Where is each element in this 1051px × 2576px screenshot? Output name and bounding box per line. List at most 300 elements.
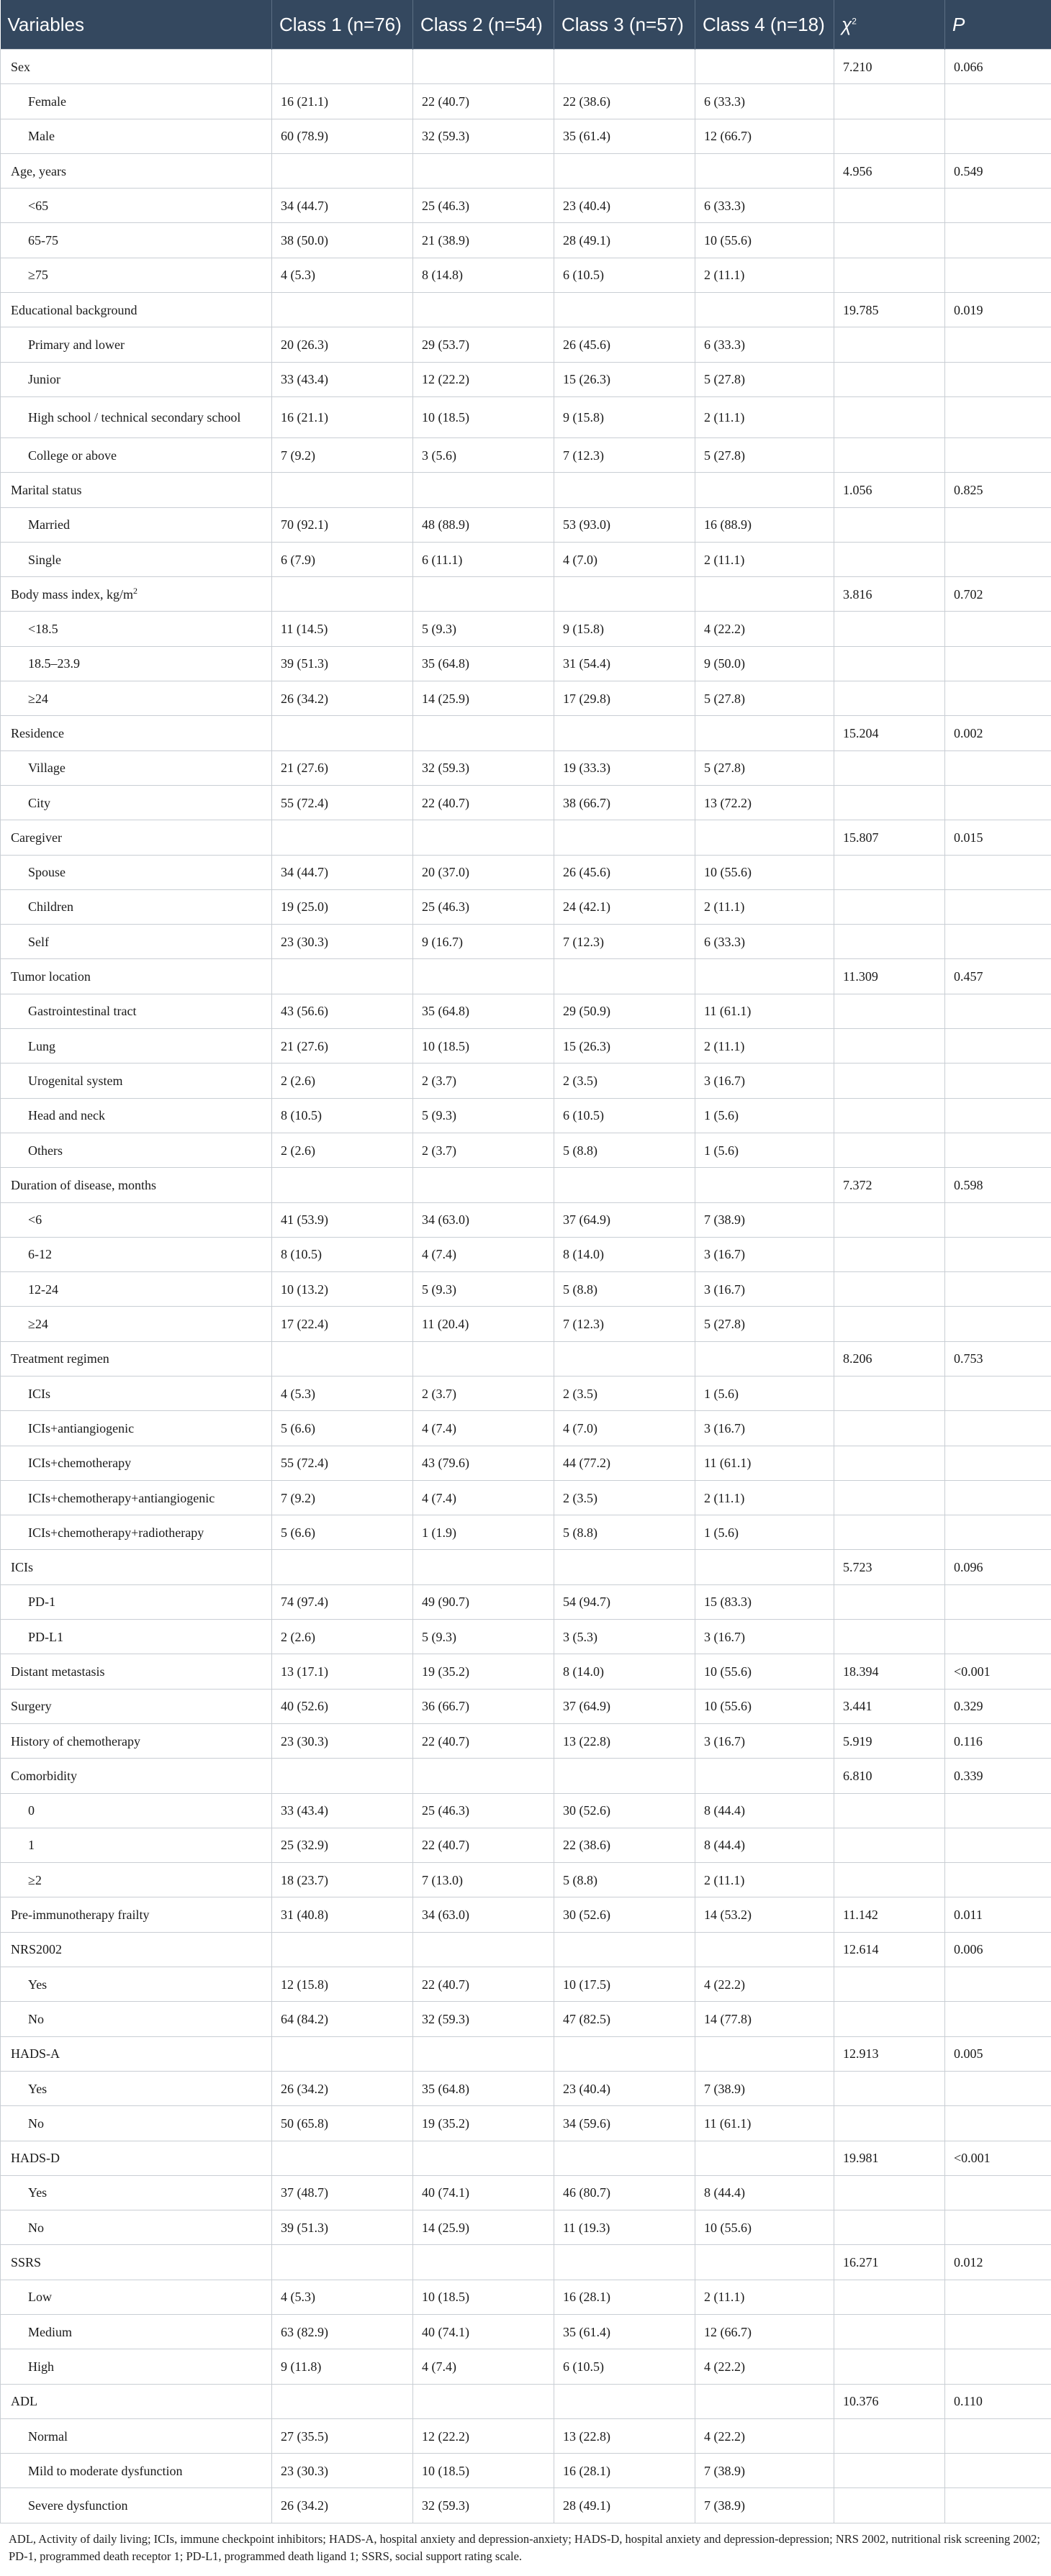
p-value-cell: 0.598: [945, 1168, 1051, 1202]
chi-square-cell: [834, 2071, 945, 2105]
p-value-cell: [945, 1098, 1051, 1133]
variable-label: Comorbidity: [11, 1768, 78, 1783]
chi-square-cell: [834, 889, 945, 924]
table-row: [1, 84, 1051, 119]
header-chi-square: [834, 0, 945, 50]
variable-cell: [1, 1272, 272, 1307]
variable-cell: [1, 612, 272, 646]
table-row: [1, 1133, 1051, 1167]
table-row-group: [1, 2036, 1051, 2071]
class-4-cell: [695, 716, 834, 750]
chi-square-cell: [834, 785, 945, 820]
variable-cell: [1, 1620, 272, 1654]
chi-square-cell: [834, 84, 945, 119]
p-value-cell: [945, 189, 1051, 223]
variable-cell: [1, 258, 272, 292]
p-value-cell: [945, 2175, 1051, 2210]
variable-label: 1: [28, 1838, 35, 1853]
variable-cell: [1, 362, 272, 396]
class-2-cell: 9 (16.7): [413, 925, 554, 959]
class-1-cell: 26 (34.2): [272, 2488, 413, 2523]
class-3-cell: 23 (40.4): [554, 2071, 695, 2105]
class-1-cell: 64 (84.2): [272, 2002, 413, 2036]
class-4-cell: 8 (44.4): [695, 2175, 834, 2210]
variable-label: High: [28, 2359, 54, 2374]
class-3-cell: 38 (66.7): [554, 785, 695, 820]
chi-square-cell: 12.614: [834, 1932, 945, 1967]
class-3-cell: 26 (45.6): [554, 327, 695, 362]
table-row: [1, 1828, 1051, 1862]
chi-square-cell: 16.271: [834, 2245, 945, 2280]
class-1-cell: 50 (65.8): [272, 2106, 413, 2141]
p-value-cell: [945, 1863, 1051, 1897]
class-4-cell: [695, 1341, 834, 1376]
variable-cell: [1, 925, 272, 959]
variable-label: SSRS: [11, 2255, 42, 2270]
class-3-cell: 28 (49.1): [554, 2488, 695, 2523]
chi-square-cell: [834, 1133, 945, 1167]
variable-cell: [1, 119, 272, 153]
p-value-cell: [945, 1584, 1051, 1619]
header-row: [1, 0, 1051, 50]
p-value-cell: [945, 1029, 1051, 1063]
variable-cell: [1, 820, 272, 855]
table-row: [1, 1202, 1051, 1237]
chi-square-cell: [834, 189, 945, 223]
chi-square-cell: [834, 507, 945, 542]
table-row-group: [1, 153, 1051, 188]
variable-cell: [1, 785, 272, 820]
table-row-group: [1, 577, 1051, 612]
table-row-group: [1, 473, 1051, 507]
variable-label: Residence: [11, 725, 64, 740]
class-1-cell: [272, 2141, 413, 2175]
chi-square-cell: 5.919: [834, 1723, 945, 1758]
chi-square-cell: [834, 1446, 945, 1480]
class-3-cell: 15 (26.3): [554, 1029, 695, 1063]
variable-cell: [1, 1759, 272, 1793]
class-4-cell: 1 (5.6): [695, 1098, 834, 1133]
class-4-cell: 3 (16.7): [695, 1237, 834, 1271]
table-row: [1, 994, 1051, 1028]
class-2-cell: 19 (35.2): [413, 2106, 554, 2141]
class-1-cell: 70 (92.1): [272, 507, 413, 542]
chi-square-cell: [834, 750, 945, 785]
p-value-cell: [945, 2002, 1051, 2036]
class-2-cell: 19 (35.2): [413, 1654, 554, 1689]
p-value-cell: 0.019: [945, 293, 1051, 327]
class-2-cell: 14 (25.9): [413, 681, 554, 716]
class-2-cell: 32 (59.3): [413, 750, 554, 785]
chi-square-cell: [834, 855, 945, 889]
variable-label: Duration of disease, months: [11, 1177, 156, 1192]
table-row-group: [1, 959, 1051, 994]
variable-cell: [1, 1863, 272, 1897]
variable-label: Caregiver: [11, 830, 62, 845]
table-row: [1, 2349, 1051, 2384]
chi-square-cell: [834, 1272, 945, 1307]
p-value-cell: [945, 1828, 1051, 1862]
header-class-4: Class 4 (n=18): [695, 0, 834, 50]
class-3-cell: 35 (61.4): [554, 2315, 695, 2349]
variable-cell: [1, 1341, 272, 1376]
table-row: [1, 258, 1051, 292]
class-1-cell: 25 (32.9): [272, 1828, 413, 1862]
class-1-cell: 7 (9.2): [272, 437, 413, 472]
table-row: [1, 1446, 1051, 1480]
class-3-cell: 5 (8.8): [554, 1515, 695, 1550]
table-row: [1, 189, 1051, 223]
class-4-cell: 12 (66.7): [695, 119, 834, 153]
variable-cell: [1, 293, 272, 327]
class-4-cell: 5 (27.8): [695, 681, 834, 716]
class-1-cell: [272, 473, 413, 507]
chi-square-cell: 1.056: [834, 473, 945, 507]
variable-label: City: [28, 795, 51, 810]
class-4-cell: 11 (61.1): [695, 1446, 834, 1480]
table-row-group: [1, 293, 1051, 327]
chi-square-cell: [834, 1863, 945, 1897]
p-value-cell: [945, 1063, 1051, 1098]
class-3-cell: 28 (49.1): [554, 223, 695, 258]
class-1-cell: 12 (15.8): [272, 1967, 413, 2002]
class-2-cell: [413, 1168, 554, 1202]
class-3-cell: 16 (28.1): [554, 2454, 695, 2488]
table-row-group: [1, 1168, 1051, 1202]
class-4-cell: [695, 959, 834, 994]
class-1-cell: 34 (44.7): [272, 855, 413, 889]
chi-square-cell: 19.981: [834, 2141, 945, 2175]
variable-label: Treatment regimen: [11, 1351, 109, 1366]
variable-cell: [1, 542, 272, 576]
chi-square-cell: [834, 2349, 945, 2384]
variable-cell: [1, 437, 272, 472]
class-2-cell: [413, 1759, 554, 1793]
p-value-cell: 0.339: [945, 1759, 1051, 1793]
variable-label: Age, years: [11, 163, 66, 178]
class-2-cell: [413, 577, 554, 612]
class-4-cell: 2 (11.1): [695, 1029, 834, 1063]
class-3-cell: 47 (82.5): [554, 2002, 695, 2036]
class-2-cell: 35 (64.8): [413, 646, 554, 681]
chi-square-cell: [834, 1376, 945, 1410]
class-2-cell: 4 (7.4): [413, 1237, 554, 1271]
p-value-cell: [945, 2418, 1051, 2453]
p-value-cell: [945, 646, 1051, 681]
class-1-cell: 33 (43.4): [272, 1793, 413, 1828]
class-2-cell: 12 (22.2): [413, 362, 554, 396]
class-4-cell: [695, 577, 834, 612]
class-4-cell: 14 (53.2): [695, 1897, 834, 1932]
variable-cell: [1, 507, 272, 542]
variable-label: Self: [28, 934, 49, 949]
table-row-group: [1, 1341, 1051, 1376]
p-value-cell: [945, 2280, 1051, 2314]
p-value-cell: 0.702: [945, 577, 1051, 612]
chi-square-cell: [834, 1515, 945, 1550]
class-2-cell: [413, 716, 554, 750]
p-value-cell: [945, 1202, 1051, 1237]
variable-label: Body mass index, kg/m: [11, 586, 133, 602]
variable-label: Marital status: [11, 482, 82, 497]
class-1-cell: [272, 959, 413, 994]
class-1-cell: 23 (30.3): [272, 2454, 413, 2488]
p-value-cell: [945, 1967, 1051, 2002]
class-4-cell: 3 (16.7): [695, 1411, 834, 1446]
class-1-cell: 4 (5.3): [272, 258, 413, 292]
table-row-group: [1, 820, 1051, 855]
table-row: [1, 2106, 1051, 2141]
class-3-cell: 13 (22.8): [554, 1723, 695, 1758]
class-3-cell: [554, 2141, 695, 2175]
variable-label: Junior: [28, 372, 60, 387]
class-1-cell: 31 (40.8): [272, 1897, 413, 1932]
class-3-cell: 44 (77.2): [554, 1446, 695, 1480]
p-value-cell: [945, 1272, 1051, 1307]
p-value-cell: 0.005: [945, 2036, 1051, 2071]
class-1-cell: 5 (6.6): [272, 1411, 413, 1446]
variable-cell: [1, 473, 272, 507]
table-row: [1, 889, 1051, 924]
class-4-cell: 15 (83.3): [695, 1584, 834, 1619]
class-2-cell: 12 (22.2): [413, 2418, 554, 2453]
p-value-cell: [945, 258, 1051, 292]
table-row: [1, 2175, 1051, 2210]
chi-square-cell: [834, 258, 945, 292]
p-value-cell: [945, 1376, 1051, 1410]
chi-square-cell: [834, 1584, 945, 1619]
class-2-cell: 20 (37.0): [413, 855, 554, 889]
variable-cell: [1, 189, 272, 223]
table-row: [1, 223, 1051, 258]
variable-cell: [1, 1932, 272, 1967]
class-4-cell: 9 (50.0): [695, 646, 834, 681]
p-value-cell: [945, 1793, 1051, 1828]
variable-cell: [1, 1411, 272, 1446]
class-3-cell: [554, 2036, 695, 2071]
variable-label: <6: [28, 1212, 42, 1228]
variable-cell: [1, 889, 272, 924]
class-1-cell: 4 (5.3): [272, 2280, 413, 2314]
class-3-cell: 9 (15.8): [554, 612, 695, 646]
variable-label: PD-1: [28, 1595, 56, 1610]
class-2-cell: 25 (46.3): [413, 889, 554, 924]
chi-square-cell: 15.807: [834, 820, 945, 855]
class-1-cell: 23 (30.3): [272, 1723, 413, 1758]
class-4-cell: [695, 2384, 834, 2418]
variable-cell: [1, 994, 272, 1028]
class-3-cell: 54 (94.7): [554, 1584, 695, 1619]
class-2-cell: [413, 1550, 554, 1584]
table-row: [1, 2002, 1051, 2036]
class-2-cell: 36 (66.7): [413, 1689, 554, 1723]
p-value-cell: 0.110: [945, 2384, 1051, 2418]
class-1-cell: [272, 50, 413, 84]
p-value-cell: 0.012: [945, 2245, 1051, 2280]
class-1-cell: 40 (52.6): [272, 1689, 413, 1723]
p-value-cell: [945, 1446, 1051, 1480]
class-1-cell: 18 (23.7): [272, 1863, 413, 1897]
class-1-cell: 2 (2.6): [272, 1063, 413, 1098]
class-1-cell: 9 (11.8): [272, 2349, 413, 2384]
table-row: [1, 925, 1051, 959]
class-2-cell: [413, 959, 554, 994]
class-1-cell: 60 (78.9): [272, 119, 413, 153]
table-row: [1, 1098, 1051, 1133]
class-2-cell: 22 (40.7): [413, 1828, 554, 1862]
class-3-cell: 7 (12.3): [554, 1307, 695, 1341]
p-value-cell: [945, 2106, 1051, 2141]
table-row-group: [1, 2141, 1051, 2175]
chi-square-cell: 11.309: [834, 959, 945, 994]
variable-cell: [1, 750, 272, 785]
class-1-cell: 7 (9.2): [272, 1480, 413, 1515]
class-4-cell: 8 (44.4): [695, 1828, 834, 1862]
table-row: [1, 396, 1051, 437]
class-1-cell: 8 (10.5): [272, 1237, 413, 1271]
chi-symbol: χ: [842, 13, 852, 35]
class-1-cell: 41 (53.9): [272, 1202, 413, 1237]
chi-square-cell: [834, 2280, 945, 2314]
table-row: [1, 2280, 1051, 2314]
table-row-group: [1, 1550, 1051, 1584]
class-2-cell: 6 (11.1): [413, 542, 554, 576]
class-4-cell: 7 (38.9): [695, 1202, 834, 1237]
class-2-cell: 4 (7.4): [413, 1480, 554, 1515]
variable-label: Educational background: [11, 302, 137, 317]
class-1-cell: 39 (51.3): [272, 646, 413, 681]
chi-square-cell: [834, 1793, 945, 1828]
class-3-cell: 26 (45.6): [554, 855, 695, 889]
table-row: [1, 855, 1051, 889]
table-row: [1, 119, 1051, 153]
class-2-cell: [413, 820, 554, 855]
p-symbol: P: [952, 13, 965, 35]
variable-label: 0: [28, 1803, 35, 1818]
variable-label: Yes: [28, 1977, 48, 1992]
class-4-cell: 11 (61.1): [695, 994, 834, 1028]
table-row: [1, 2418, 1051, 2453]
p-value-cell: 0.011: [945, 1897, 1051, 1932]
table-row-group: [1, 50, 1051, 84]
class-4-cell: [695, 293, 834, 327]
class-3-cell: 17 (29.8): [554, 681, 695, 716]
class-2-cell: 40 (74.1): [413, 2315, 554, 2349]
class-2-cell: 22 (40.7): [413, 84, 554, 119]
class-4-cell: 3 (16.7): [695, 1063, 834, 1098]
class-1-cell: 5 (6.6): [272, 1515, 413, 1550]
class-2-cell: [413, 2245, 554, 2280]
variable-label: Distant metastasis: [11, 1664, 105, 1679]
table-row: [1, 2315, 1051, 2349]
chi-square-cell: [834, 1967, 945, 2002]
class-4-cell: 8 (44.4): [695, 1793, 834, 1828]
class-4-cell: 4 (22.2): [695, 612, 834, 646]
header-p-value: [945, 0, 1051, 50]
class-1-cell: [272, 2384, 413, 2418]
table-row: [1, 2071, 1051, 2105]
class-4-cell: 10 (55.6): [695, 2210, 834, 2245]
class-2-cell: 5 (9.3): [413, 612, 554, 646]
class-4-cell: 1 (5.6): [695, 1133, 834, 1167]
class-4-cell: 4 (22.2): [695, 2418, 834, 2453]
class-4-cell: [695, 2141, 834, 2175]
class-4-cell: 7 (38.9): [695, 2488, 834, 2523]
chi-square-cell: [834, 612, 945, 646]
variable-label: ICIs+chemotherapy: [28, 1456, 132, 1471]
class-1-cell: 43 (56.6): [272, 994, 413, 1028]
variable-cell: [1, 2315, 272, 2349]
p-value-cell: [945, 1237, 1051, 1271]
class-4-cell: [695, 1550, 834, 1584]
variable-label: Lung: [28, 1038, 55, 1053]
variable-label: ADL: [11, 2394, 37, 2409]
p-value-cell: 0.549: [945, 153, 1051, 188]
variable-label: 18.5–23.9: [28, 656, 80, 671]
chi-square-cell: [834, 1237, 945, 1271]
p-value-cell: [945, 1133, 1051, 1167]
class-4-cell: [695, 50, 834, 84]
table-header: [1, 0, 1051, 50]
class-3-cell: [554, 820, 695, 855]
class-3-cell: [554, 1550, 695, 1584]
class-3-cell: 53 (93.0): [554, 507, 695, 542]
class-2-cell: 7 (13.0): [413, 1863, 554, 1897]
class-4-cell: [695, 1932, 834, 1967]
variable-label: No: [28, 2115, 44, 2131]
variable-label: ≥75: [28, 268, 48, 283]
class-4-cell: 10 (55.6): [695, 1654, 834, 1689]
class-4-cell: [695, 473, 834, 507]
variable-cell: [1, 2210, 272, 2245]
variable-cell: [1, 716, 272, 750]
p-value-cell: 0.753: [945, 1341, 1051, 1376]
class-4-cell: 5 (27.8): [695, 437, 834, 472]
variable-label: Single: [28, 552, 62, 567]
chi-square-cell: [834, 2418, 945, 2453]
table-row: [1, 2488, 1051, 2523]
class-1-cell: [272, 1168, 413, 1202]
chi-square-cell: [834, 1202, 945, 1237]
class-3-cell: 23 (40.4): [554, 189, 695, 223]
class-3-cell: 2 (3.5): [554, 1376, 695, 1410]
table-row: [1, 1863, 1051, 1897]
class-1-cell: [272, 1932, 413, 1967]
variable-label: Head and neck: [28, 1108, 105, 1123]
class-1-cell: 16 (21.1): [272, 396, 413, 437]
p-value-cell: [945, 994, 1051, 1028]
p-value-cell: [945, 889, 1051, 924]
class-4-cell: 6 (33.3): [695, 327, 834, 362]
variable-label: PD-L1: [28, 1629, 63, 1644]
p-value-cell: 0.015: [945, 820, 1051, 855]
class-1-cell: [272, 1341, 413, 1376]
class-2-cell: 34 (63.0): [413, 1202, 554, 1237]
class-3-cell: [554, 959, 695, 994]
table-row-group: [1, 716, 1051, 750]
class-4-cell: 2 (11.1): [695, 1480, 834, 1515]
table-row: [1, 1620, 1051, 1654]
variable-label: High school / technical secondary school: [28, 409, 241, 425]
chi-square-cell: 3.816: [834, 577, 945, 612]
variable-cell: [1, 1098, 272, 1133]
class-2-cell: 32 (59.3): [413, 2002, 554, 2036]
table-row-group: [1, 1723, 1051, 1758]
variable-cell: [1, 1029, 272, 1063]
variable-label: Village: [28, 761, 66, 776]
class-2-cell: 1 (1.9): [413, 1515, 554, 1550]
class-4-cell: 1 (5.6): [695, 1376, 834, 1410]
